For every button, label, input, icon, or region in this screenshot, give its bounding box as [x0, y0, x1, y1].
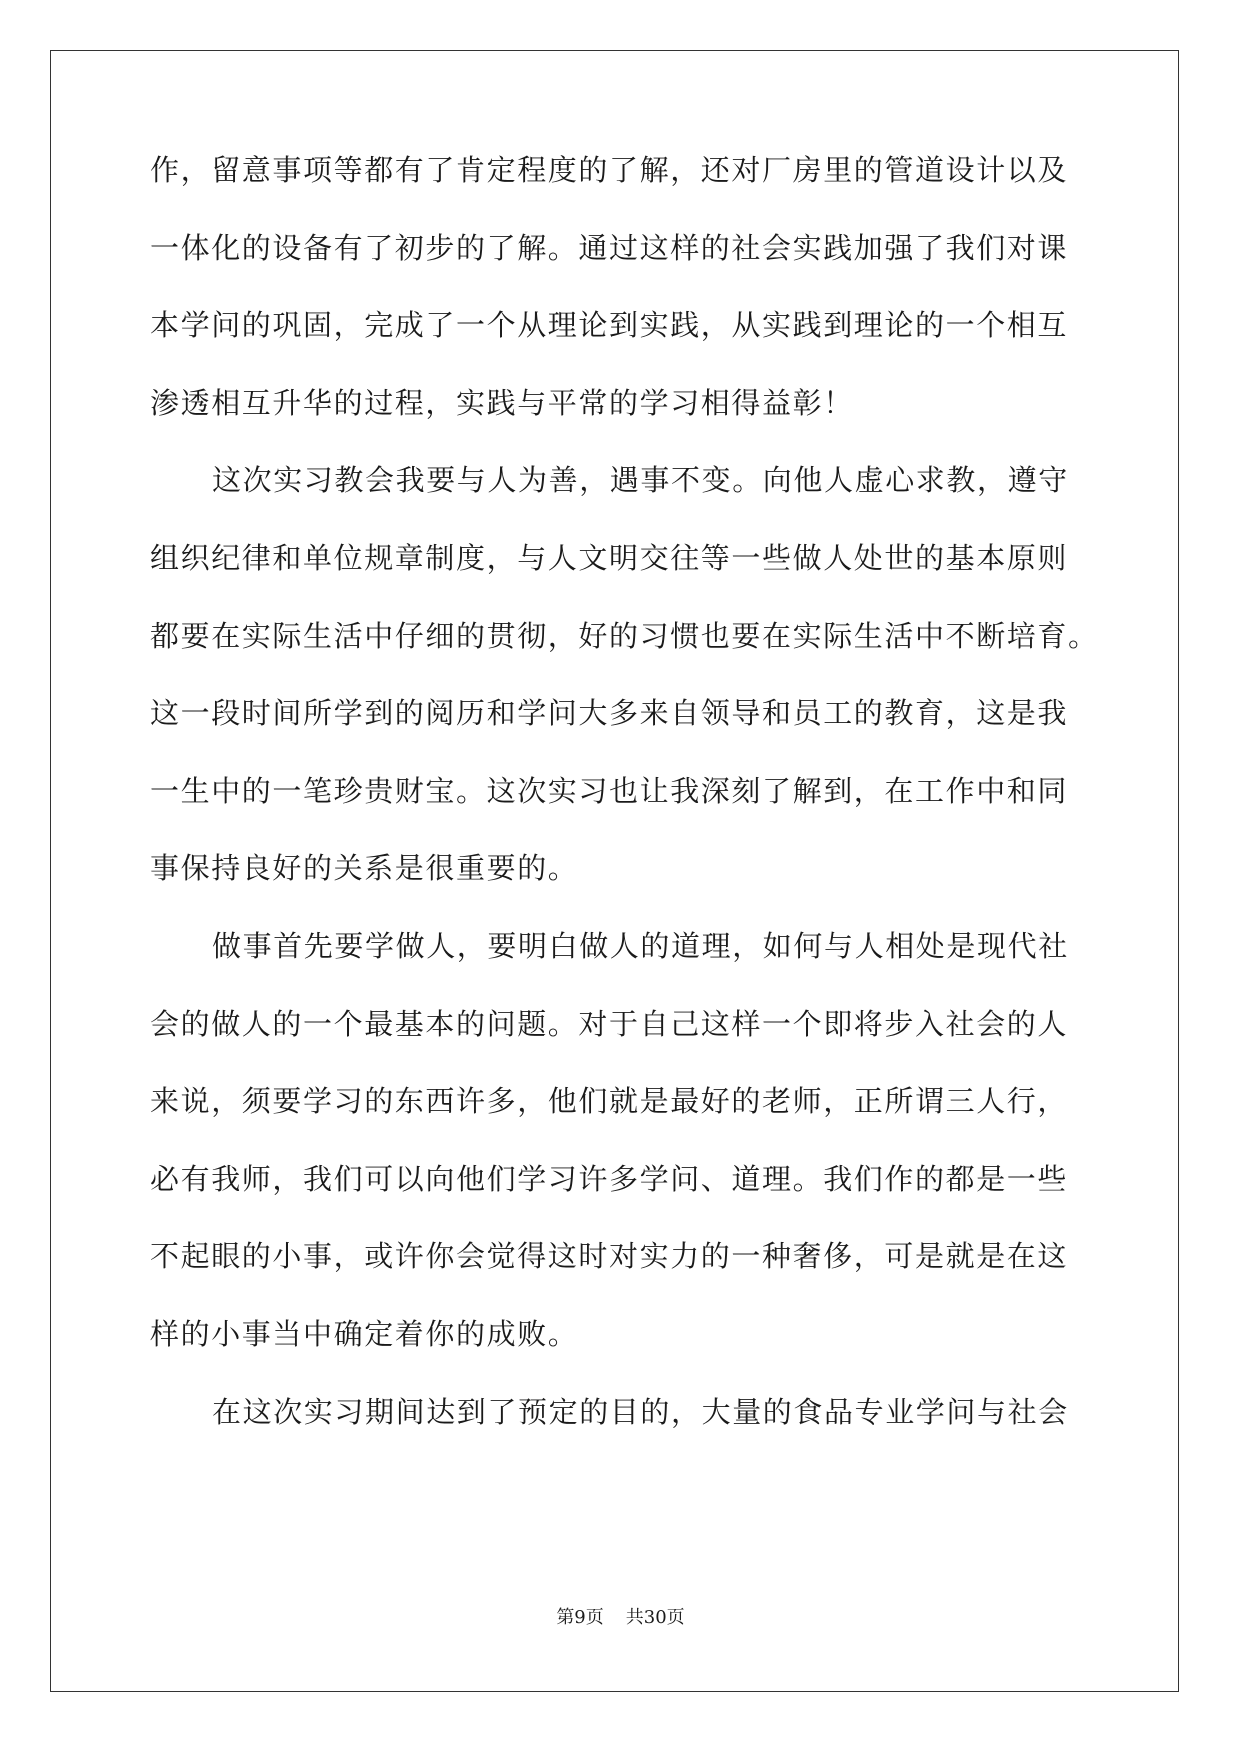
text-line: 做事首先要学做人，要明白做人的道理，如何与人相处是现代社 — [212, 929, 1069, 963]
text-line: 事保持良好的关系是很重要的。 — [150, 851, 579, 886]
text-line: 这一段时间所学到的阅历和学问大多来自领导和员工的教育，这是我 — [150, 696, 1069, 731]
text-line: 来说，须要学习的东西许多，他们就是最好的老师，正所谓三人行， — [150, 1084, 1069, 1119]
text-line: 都要在实际生活中仔细的贯彻，好的习惯也要在实际生活中不断培育。 — [150, 618, 1099, 653]
text-line: 会的做人的一个最基本的问题。对于自己这样一个即将步入社会的人 — [150, 1006, 1069, 1041]
current-page-number: 第9页 — [556, 1607, 604, 1628]
total-page-count: 共30页 — [625, 1607, 685, 1628]
text-line: 一体化的设备有了初步的了解。通过这样的社会实践加强了我们对课 — [150, 230, 1069, 265]
text-line: 本学问的巩固，完成了一个从理论到实践，从实践到理论的一个相互 — [150, 308, 1069, 343]
text-line: 作，留意事项等都有了肯定程度的了解，还对厂房里的管道设计以及 — [150, 153, 1069, 187]
text-line: 渗透相互升华的过程，实践与平常的学习相得益彰！ — [150, 385, 854, 420]
text-line: 一生中的一笔珍贵财宝。这次实习也让我深刻了解到，在工作中和同 — [150, 773, 1069, 808]
text-line: 在这次实习期间达到了预定的目的，大量的食品专业学问与社会 — [212, 1394, 1069, 1429]
text-line: 必有我师，我们可以向他们学习许多学问、道理。我们作的都是一些 — [150, 1161, 1069, 1196]
text-line: 这次实习教会我要与人为善，遇事不变。向他人虚心求教，遵守 — [212, 463, 1069, 498]
page-footer — [0, 1606, 1241, 1630]
text-line: 不起眼的小事，或许你会觉得这时对实力的一种奢侈，可是就是在这 — [150, 1239, 1069, 1274]
text-line: 组织纪律和单位规章制度，与人文明交往等一些做人处世的基本原则 — [150, 541, 1069, 575]
text-line: 样的小事当中确定着你的成败。 — [150, 1317, 579, 1351]
